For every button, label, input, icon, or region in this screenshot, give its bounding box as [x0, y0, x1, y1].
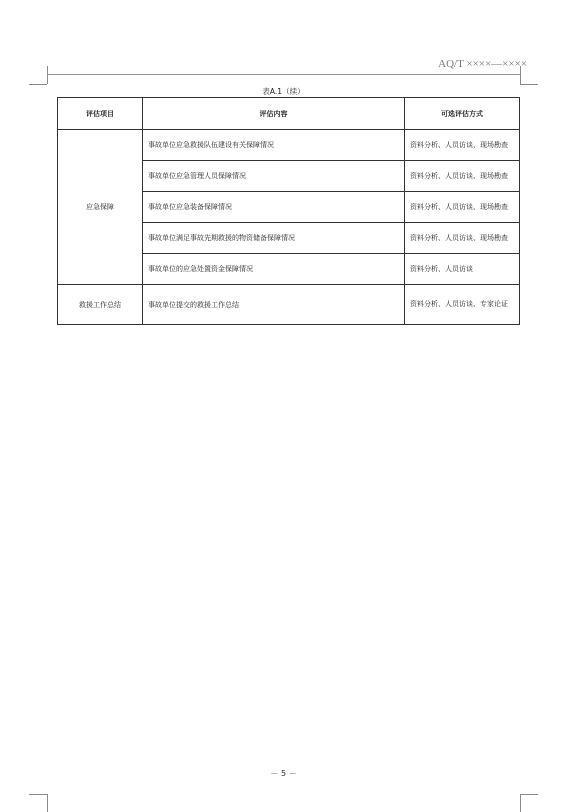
standard-code: AQ/T ××××—××××	[438, 58, 527, 70]
assessment-method: 资料分析、人员访谈、现场勘查	[405, 130, 520, 161]
crop-mark-top-left	[29, 84, 47, 85]
crop-mark-top-left	[47, 66, 48, 84]
assessment-content: 事故单位应急救援队伍建设有关保障情况	[143, 130, 405, 161]
assessment-content: 事故单位满足事故先期救援的物资储备保障情况	[143, 223, 405, 254]
table-caption: 表A.1（续）	[262, 87, 305, 96]
assessment-content: 事故单位应急管理人员保障情况	[143, 161, 405, 192]
assessment-method: 资料分析、人员访谈、现场勘查	[405, 223, 520, 254]
table-row	[58, 130, 520, 161]
assessment-content: 事故单位的应急处置资金保障情况	[143, 254, 405, 285]
assessment-method: 资料分析、人员访谈、专家论证	[405, 285, 520, 325]
table-row	[58, 285, 520, 325]
crop-mark-bottom-right	[520, 794, 538, 795]
crop-mark-bottom-left	[47, 794, 48, 812]
assessment-item: 救援工作总结	[58, 285, 143, 325]
header-rule	[47, 74, 520, 75]
assessment-method: 资料分析、人员访谈、现场勘查	[405, 161, 520, 192]
crop-mark-bottom-right	[520, 794, 521, 812]
assessment-method: 资料分析、人员访谈、现场勘查	[405, 192, 520, 223]
page-number: － 5 －	[270, 769, 297, 778]
assessment-content: 事故单位应急装备保障情况	[143, 192, 405, 223]
table-header-row	[58, 98, 520, 130]
column-header-content: 评估内容	[143, 98, 405, 130]
crop-mark-bottom-left	[29, 794, 47, 795]
assessment-content: 事故单位提交的救援工作总结	[143, 285, 405, 325]
assessment-item: 应急保障	[58, 130, 143, 285]
column-header-item: 评估项目	[58, 98, 143, 130]
assessment-table	[57, 97, 520, 325]
column-header-method: 可选评估方式	[405, 98, 520, 130]
crop-mark-top-right	[520, 84, 538, 85]
assessment-method: 资料分析、人员访谈	[405, 254, 520, 285]
